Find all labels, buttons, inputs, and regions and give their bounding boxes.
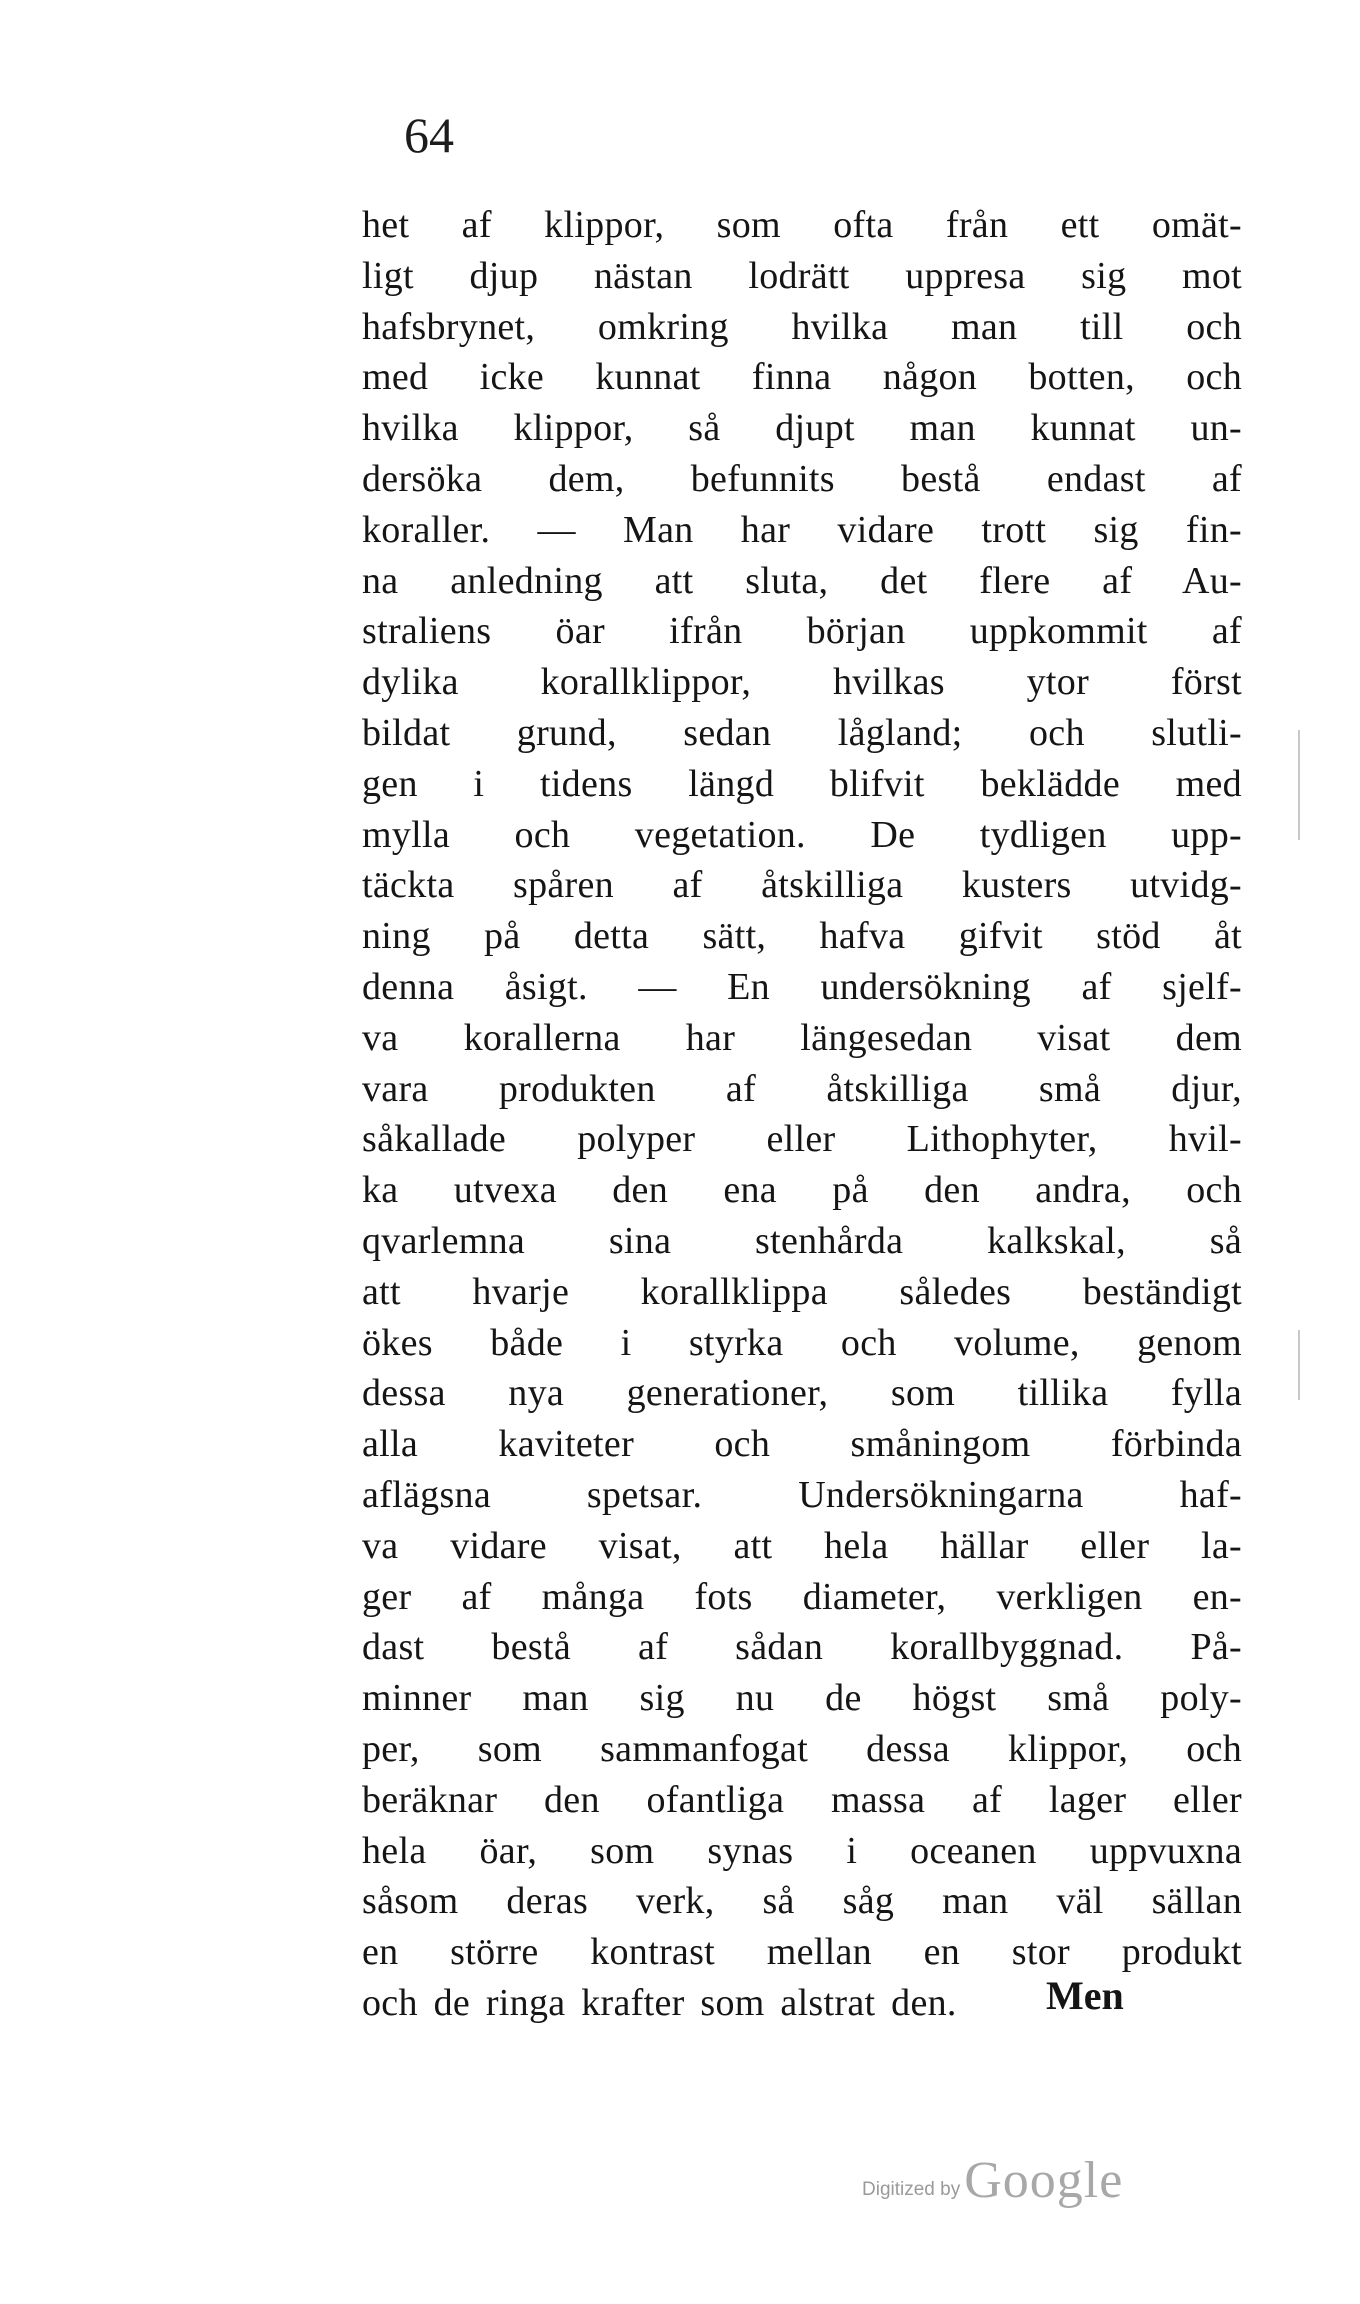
page-number: 64: [404, 107, 454, 163]
text-line: och de ringa krafter som alstrat den.: [362, 1981, 957, 2024]
text-line: va korallerna har längesedan visat dem: [362, 1016, 1242, 1059]
text-line: täckta spåren af åtskilliga kusters utvidg-: [362, 864, 1242, 907]
text-line: na anledning att sluta, det flere af Au-: [362, 559, 1242, 602]
text-line: bildat grund, sedan lågland; och slutli-: [362, 711, 1242, 754]
text-line: att hvarje korallklippa således beständigt: [362, 1270, 1242, 1313]
text-line: qvarlemna sina stenhårda kalkskal, så: [362, 1219, 1242, 1262]
text-line: såsom deras verk, så såg man väl sällan: [362, 1880, 1242, 1923]
text-line: straliens öar ifrån början uppkommit af: [362, 610, 1242, 653]
text-line: ligt djup nästan lodrätt uppresa sig mot: [362, 254, 1242, 297]
text-line: va vidare visat, att hela hällar eller la-: [362, 1524, 1242, 1567]
text-line: dersöka dem, befunnits bestå endast af: [362, 457, 1242, 500]
text-line: såkallade polyper eller Lithophyter, hvil-: [362, 1118, 1242, 1161]
text-line: hafsbrynet, omkring hvilka man till och: [362, 305, 1242, 348]
text-line: ökes både i styrka och volume, genom: [362, 1321, 1242, 1364]
text-line: hvilka klippor, så djupt man kunnat un-: [362, 407, 1242, 450]
margin-mark: [1298, 730, 1300, 840]
text-line: het af klippor, som ofta från ett omät-: [362, 204, 1242, 246]
text-line: dast bestå af sådan korallbyggnad. På-: [362, 1626, 1242, 1669]
body-text: [362, 200, 1242, 2029]
text-line: gen i tidens längd blifvit beklädde med: [362, 762, 1242, 805]
text-line: vara produkten af åtskilliga små djur,: [362, 1067, 1242, 1110]
text-line: koraller. — Man har vidare trott sig fin-: [362, 508, 1242, 551]
text-line: med icke kunnat finna någon botten, och: [362, 356, 1242, 399]
text-line: hela öar, som synas i oceanen uppvuxna: [362, 1829, 1242, 1872]
watermark-prefix: Digitized by: [862, 2179, 961, 2200]
text-line: dessa nya generationer, som tillika fylla: [362, 1372, 1242, 1415]
catchword: Men: [1046, 1973, 1124, 2018]
text-line: aflägsna spetsar. Undersökningarna haf-: [362, 1473, 1242, 1516]
text-line: alla kaviteter och småningom förbinda: [362, 1423, 1242, 1466]
text-line: per, som sammanfogat dessa klippor, och: [362, 1727, 1242, 1770]
text-line: beräknar den ofantliga massa af lager eller: [362, 1778, 1242, 1821]
google-logo: Google: [964, 2152, 1124, 2209]
digitized-watermark: [862, 2150, 1123, 2210]
text-line: denna åsigt. — En undersökning af sjelf-: [362, 965, 1242, 1008]
text-line: ger af många fots diameter, verkligen en-: [362, 1575, 1242, 1618]
margin-mark: [1298, 1330, 1300, 1400]
text-line: dylika korallklippor, hvilkas ytor först: [362, 661, 1242, 704]
text-line: ning på detta sätt, hafva gifvit stöd åt: [362, 915, 1242, 958]
text-line: ka utvexa den ena på den andra, och: [362, 1169, 1242, 1212]
text-line: mylla och vegetation. De tydligen upp-: [362, 813, 1242, 856]
text-line: en större kontrast mellan en stor produkt: [362, 1931, 1242, 1974]
text-line: minner man sig nu de högst små poly-: [362, 1677, 1242, 1720]
